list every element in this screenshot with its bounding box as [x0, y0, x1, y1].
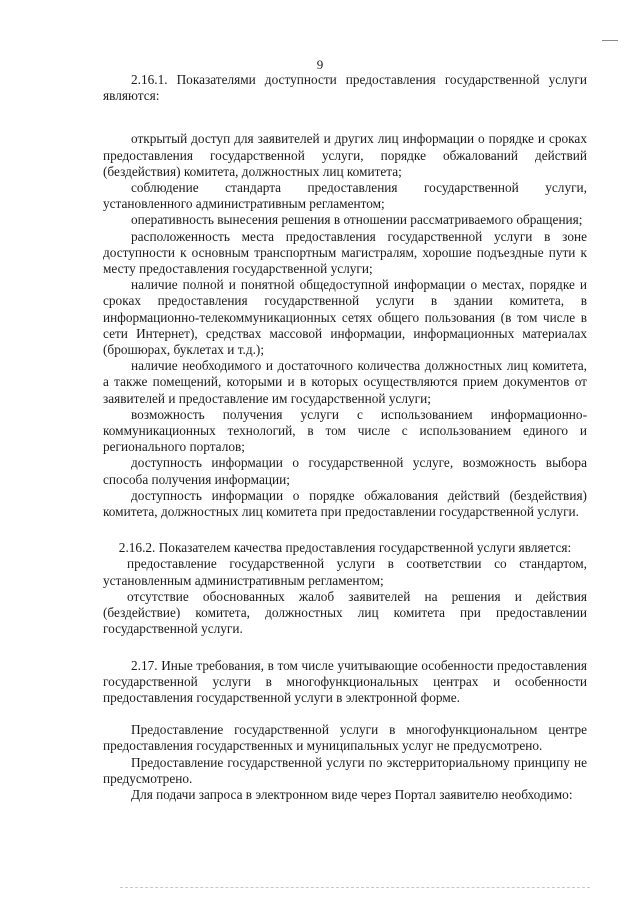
list-item: предоставление государственной услуги в соответствии со стандартом, установленным административным регламентом;	[103, 556, 587, 588]
list-item: возможность получения услуги с использованием информационно-коммуникационных технологий, в том числе с использованием единого и регионального порталов;	[103, 406, 587, 455]
paragraph: Предоставление государственной услуги в многофункциональном центре предоставления государственных и муниципальных услуг не предусмотрено.	[103, 722, 587, 754]
section-2-17-heading: 2.17. Иные требования, в том числе учитывающие особенности предоставления государственной услуги в многофункциональных центрах и особенности предоставления государственной услуги в электронной форме.	[103, 657, 587, 705]
list-item: отсутствие обоснованных жалоб заявителей на решения и действия (бездействие) комитета, должностных лиц комитета при предоставлении государственной услуги.	[103, 588, 587, 637]
document-body	[103, 72, 587, 803]
page-number: 9	[316, 57, 324, 72]
list-item: оперативность вынесения решения в отношении рассматриваемого обращения;	[131, 212, 583, 228]
list-item: открытый доступ для заявителей и других лиц информации о порядке и сроках предоставления государственной услуги, порядке обжалований действий (бездействия) комитета, должностных лиц комитета;	[103, 131, 587, 179]
corner-mark	[602, 40, 618, 41]
paragraph: Предоставление государственной услуги по экстерриториальному принципу не предусмотрено.	[103, 754, 587, 786]
list-item: расположенность места предоставления государственной услуги в зоне доступности к основным транспортным магистралям, хорошие подъездные пути к месту предоставления государственной услуги;	[103, 228, 587, 277]
section-2-16-1-heading: 2.16.1. Показателями доступности предоставления государственной услуги являются:	[103, 72, 587, 104]
list-item: наличие необходимого и достаточного количества должностных лиц комитета, а также помещений, которыми и в которых осуществляются прием документов от заявителей и предоставление им государственной услуги;	[103, 358, 587, 406]
list-item: соблюдение стандарта предоставления государственной услуги, установленного административным регламентом;	[103, 180, 587, 212]
list-item: доступность информации о государственной услуге, возможность выбора способа получения информации;	[103, 455, 587, 487]
list-item: наличие полной и понятной общедоступной информации о местах, порядке и сроках предоставления государственной услуги в здании комитета, в информационно-телекоммуникационных сетях общего пользования (в том числе в сети Интернет), средствах массовой информации, информационных материалах (брошюрах, буклетах и т.д.);	[103, 277, 587, 358]
list-item: доступность информации о порядке обжалования действий (бездействия) комитета, должностных лиц комитета при предоставлении государственной услуги.	[103, 487, 587, 520]
section-2-16-2-heading: 2.16.2. Показателем качества предоставления государственной услуги является:	[118, 540, 572, 556]
bottom-rule	[120, 887, 590, 888]
paragraph: Для подачи запроса в электронном виде через Портал заявителю необходимо:	[131, 786, 573, 802]
